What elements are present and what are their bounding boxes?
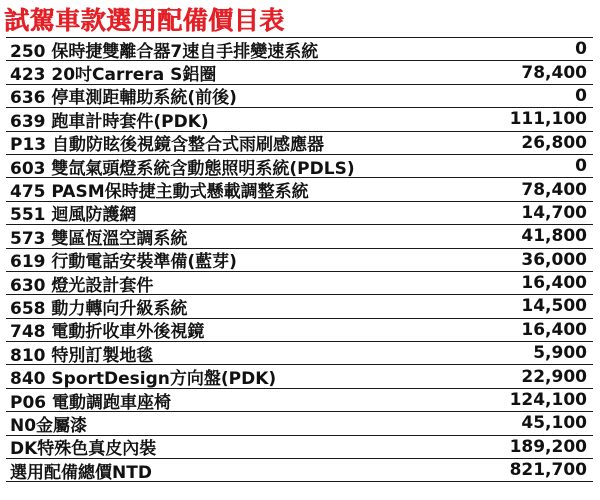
option-name: 250 保時捷雙離合器7速自手排變速系統 (10, 41, 319, 62)
table-row (6, 342, 593, 365)
total-label: 選用配備總價NTD (10, 462, 152, 483)
table-row (6, 155, 593, 178)
option-price: 41,800 (521, 226, 587, 247)
option-name: 840 SportDesign方向盤(PDK) (10, 369, 277, 390)
table-row (6, 319, 593, 342)
option-price: 0 (575, 85, 587, 106)
option-name: P06 電動調跑車座椅 (10, 392, 172, 413)
total-price: 821,700 (509, 460, 587, 481)
option-name: 603 雙氙氣頭燈系統含動態照明系統(PDLS) (10, 158, 355, 179)
table-row (6, 436, 593, 459)
table-row (6, 249, 593, 272)
option-name: 573 雙區恆溫空調系統 (10, 228, 188, 249)
table-row (6, 272, 593, 295)
option-price: 16,400 (521, 273, 587, 294)
option-price: 189,200 (509, 436, 587, 457)
option-name: 630 燈光設計套件 (10, 275, 154, 296)
total-row (6, 459, 593, 482)
table-row (6, 38, 593, 61)
option-name: 423 20吋Carrera S鋁圈 (10, 65, 217, 86)
table-row (6, 61, 593, 84)
option-price: 16,400 (521, 319, 587, 340)
option-name: N0金屬漆 (10, 415, 88, 436)
option-price: 45,100 (521, 413, 587, 434)
option-name: 639 跑車計時套件(PDK) (10, 111, 209, 132)
table-row (6, 108, 593, 131)
option-price: 0 (575, 156, 587, 177)
table-row (6, 132, 593, 155)
table-row (6, 178, 593, 201)
table-row (6, 225, 593, 248)
option-price: 14,700 (521, 202, 587, 223)
table-row (6, 295, 593, 318)
option-name: 551 迴風防護網 (10, 205, 137, 226)
option-price: 124,100 (509, 390, 587, 411)
option-name: 810 特別訂製地毯 (10, 345, 154, 366)
option-price: 22,900 (521, 366, 587, 387)
option-price: 26,800 (521, 132, 587, 153)
option-price: 78,400 (521, 62, 587, 83)
option-name: 619 行動電話安裝準備(藍芽) (10, 252, 237, 273)
option-name: 636 停車測距輔助系統(前後) (10, 88, 237, 109)
option-price: 14,500 (521, 296, 587, 317)
option-name: 658 動力轉向升級系統 (10, 299, 188, 319)
option-name: 475 PASM保時捷主動式懸載調整系統 (10, 182, 309, 203)
page-title: 試駕車款選用配備價目表 (4, 6, 285, 35)
option-name: P13 自動防眩後視鏡含整合式雨刷感應器 (10, 135, 325, 156)
option-name: 748 電動折收車外後視鏡 (10, 322, 205, 343)
table-row (6, 85, 593, 108)
option-price: 0 (575, 39, 587, 60)
table-row (6, 202, 593, 225)
table-row (6, 389, 593, 412)
option-price: 5,900 (533, 343, 587, 364)
option-price: 36,000 (521, 249, 587, 270)
table-row (6, 365, 593, 388)
option-price: 78,400 (521, 179, 587, 200)
option-name: DK特殊色真皮內裝 (10, 439, 157, 460)
options-price-table (6, 37, 593, 482)
option-price: 111,100 (509, 109, 587, 130)
table-row (6, 412, 593, 435)
